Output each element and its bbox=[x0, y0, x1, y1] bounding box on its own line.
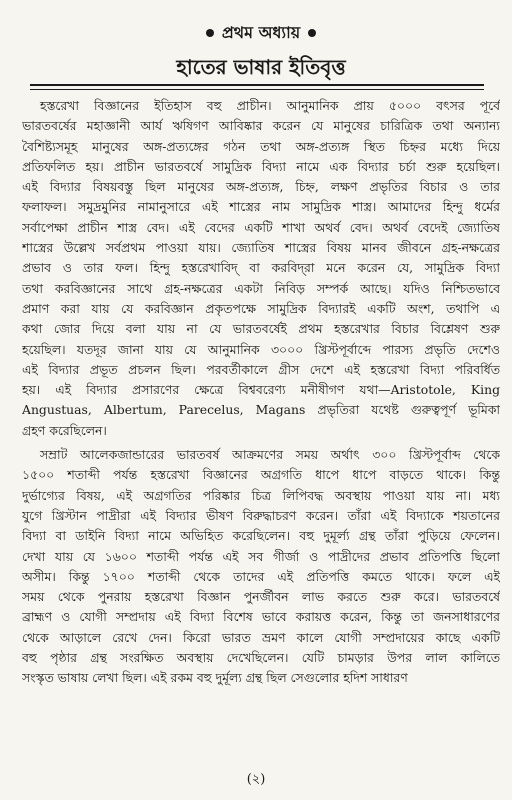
text-line: ১৫০০ শতাব্দী পর্যন্ত হস্তরেখা বিজ্ঞানের অগ্রগতি ধাপে ধাপে বাড়তে থাকে। কিন্তু bbox=[22, 467, 500, 483]
chapter-heading bbox=[22, 0, 500, 44]
text-line: Angustuas, Albertum, Parecelus, Magans প্রভৃতিরা যথেষ্ট গুরুত্বপূর্ণ ভূমিকা bbox=[22, 402, 500, 418]
text-line: এই বিদ্যার প্রভূত প্রচলন ছিল। পরবর্তীকালে গ্রীস দেশে এই হস্তরেখা বিদ্যা পরিবর্ধিত bbox=[22, 361, 500, 377]
text-line: প্রমাণ করা যায় যে করবিজ্ঞান প্রকৃতপক্ষে সামুদ্রিক বিদ্যারই একটি অংশ, তথাপি এ bbox=[22, 300, 500, 316]
text-line: শাস্ত্রের উল্লেখ সর্বপ্রথম পাওয়া যায়। জ্যোতিষ শাস্ত্রের বিষয় মানব জীবনে গ্রহ-নক্ষত্রের bbox=[22, 240, 500, 256]
text-line: ভারতবর্ষের মহাজ্ঞানী আর্য ঋষিগণ আবিষ্কার করেন যে মানুষের চারিত্রিক তথা অন্যান্য bbox=[22, 118, 500, 134]
bullet-dot-right bbox=[308, 29, 316, 37]
page-number: (২) bbox=[246, 772, 266, 787]
text-line: গ্রহণ করেছিলেন। bbox=[22, 422, 107, 438]
text-line: দেখা যায় যে ১৬০০ শতাব্দী পর্যন্ত এই সব গীর্জা ও পাদ্রীদের প্রভাব প্রতিপত্তি ছিলো bbox=[22, 548, 500, 564]
text-line: ব্রাহ্মণ ও যোগী সম্প্রদায় এই বিদ্যা বিশেষ ভাবে করায়ত্ত করেন, কিন্তু তা জনসাধারণের bbox=[22, 609, 500, 625]
text-line: এই বিদ্যার বিষয়বস্তু ছিল মানুষের অঙ্গ-প্রত্যঙ্গ, চিহ্ন, লক্ষণ প্রভৃতির বিচার ও তার bbox=[22, 179, 500, 195]
text-line: প্রভাব ও তার ফল। হিন্দু হস্তরেখাবিদ্‌ বা করবিদ্‌রা মনে করেন যে, সামুদ্রিক বিদ্যা bbox=[22, 260, 500, 276]
text-line: প্রতিফলিত হয়। প্রাচীন ভারতবর্ষে সামুদ্রিক বিদ্যা নামে এক বিদ্যার চর্চা শুরু হয়েছিল। bbox=[22, 158, 500, 174]
text-line: হয়েছিল। যতদূর জানা যায় যে আনুমানিক ৩০০০ খ্রিস্টপূর্বাব্দে পারস্য প্রভৃতি দেশেও bbox=[22, 341, 500, 357]
text-line: হস্তরেখা বিজ্ঞানের ইতিহাস বহু প্রাচীন। আনুমানিক প্রায় ৫০০০ বৎসর পূর্বে bbox=[40, 98, 500, 113]
text-line: সর্বাপেক্ষা প্রাচীন শাস্ত্র বেদ। এই বেদের একটি শাখা অথর্ব বেদ। অথর্ব বেদেই জ্যোতিষ bbox=[22, 219, 500, 235]
text-line: বৈশিষ্ট্যসমূহ মানুষের অঙ্গ-প্রত্যঙ্গের গঠন তথা অঙ্গ-প্রত্যঙ্গ স্থিত চিহ্নর মধ্যে দিয়ে bbox=[22, 138, 500, 154]
bullet-dot-left bbox=[206, 29, 214, 37]
text-line: বিদ্যা বা ডাইনি বিদ্যা নামে অভিহিত করেছিলেন। বহু দুমূর্ল্য গ্রন্থ তাঁরা পুড়িয়ে ফেলেন। bbox=[22, 528, 500, 544]
text-line: সময় থেকে পুনরায় হস্তরেখা বিজ্ঞান পুনর্জীবন লাভ করতে শুরু করে। ভারতবর্ষে bbox=[22, 589, 500, 605]
paragraph-2 bbox=[22, 445, 500, 689]
body-text bbox=[22, 96, 500, 689]
text-line: অসীম। কিন্তু ১৭০০ শতাব্দী থেকে তাদের এই প্রতিপত্তি কমতে থাকে। ফলে এই bbox=[22, 568, 500, 584]
text-line: কথা জোর দিয়ে বলা যায় না যে ভারতবর্ষেই প্রথম হস্তরেখার বিচার বিশ্লেষণ শুরু bbox=[22, 321, 500, 337]
text-line: যুগে খ্রিস্টান পাদ্রীরা এই বিদ্যার ভীষণ বিরুদ্ধাচরণ করেন। তাঁরা এই বিদ্যাকে শয়তানের bbox=[22, 507, 500, 523]
text-line: বহু পৃষ্ঠার গ্রন্থ সংরক্ষিত অবস্থায় দেখেছিলেন। যেটি চামড়ার উপর লাল কালিতে bbox=[22, 650, 500, 666]
text-line: হয়। এই বিদ্যার প্রসারণের ক্ষেত্রে বিশ্ববরেণ্য মনীষীগণ যথা—Aristotole, King bbox=[22, 382, 500, 398]
text-line: সংস্কৃত ভাষায় লেখা ছিল। এই রকম বহু দুর্মূল্য গ্রন্থ ছিল সেগুলোর হদিশ সাধারণ bbox=[22, 670, 408, 686]
text-line: দুর্ভাগ্যের বিষয়, এই অগ্রগতির পরিষ্কার চিত্র লিপিবদ্ধ অবস্থায় পাওয়া যায় না। মধ্য bbox=[22, 487, 500, 503]
text-line: ফলাফল। সমুদ্রমুনির নামানুসারে এই শাস্ত্রের নাম সামুদ্রিক শাস্ত্র। আমাদের হিন্দু ধর্মের bbox=[22, 199, 500, 215]
text-line: থেকে আড়ালে রেখে দেন। কিরো ভারত ভ্রমণ কালে যোগী সম্প্রদায়ের কাছে একটি bbox=[22, 629, 500, 645]
text-line: সম্রাট আলেকজান্ডারের ভারতবর্ষ আক্রমণের সময় অর্থাৎ ৩০০ খ্রিস্টপূর্বাব্দ থেকে bbox=[40, 447, 500, 463]
text-line: তথা করবিজ্ঞানের সাথে গ্রহ-নক্ষত্রের একটা নিবিড় সম্পর্ক আছে। যদিও নিশ্চিতভাবে bbox=[22, 280, 500, 296]
paragraph-1 bbox=[22, 96, 500, 441]
chapter-heading-text: প্রথম অধ্যায় bbox=[221, 22, 301, 42]
title-underline bbox=[30, 84, 484, 90]
page-title: হাতের ভাষার ইতিবৃত্ত bbox=[176, 55, 346, 79]
